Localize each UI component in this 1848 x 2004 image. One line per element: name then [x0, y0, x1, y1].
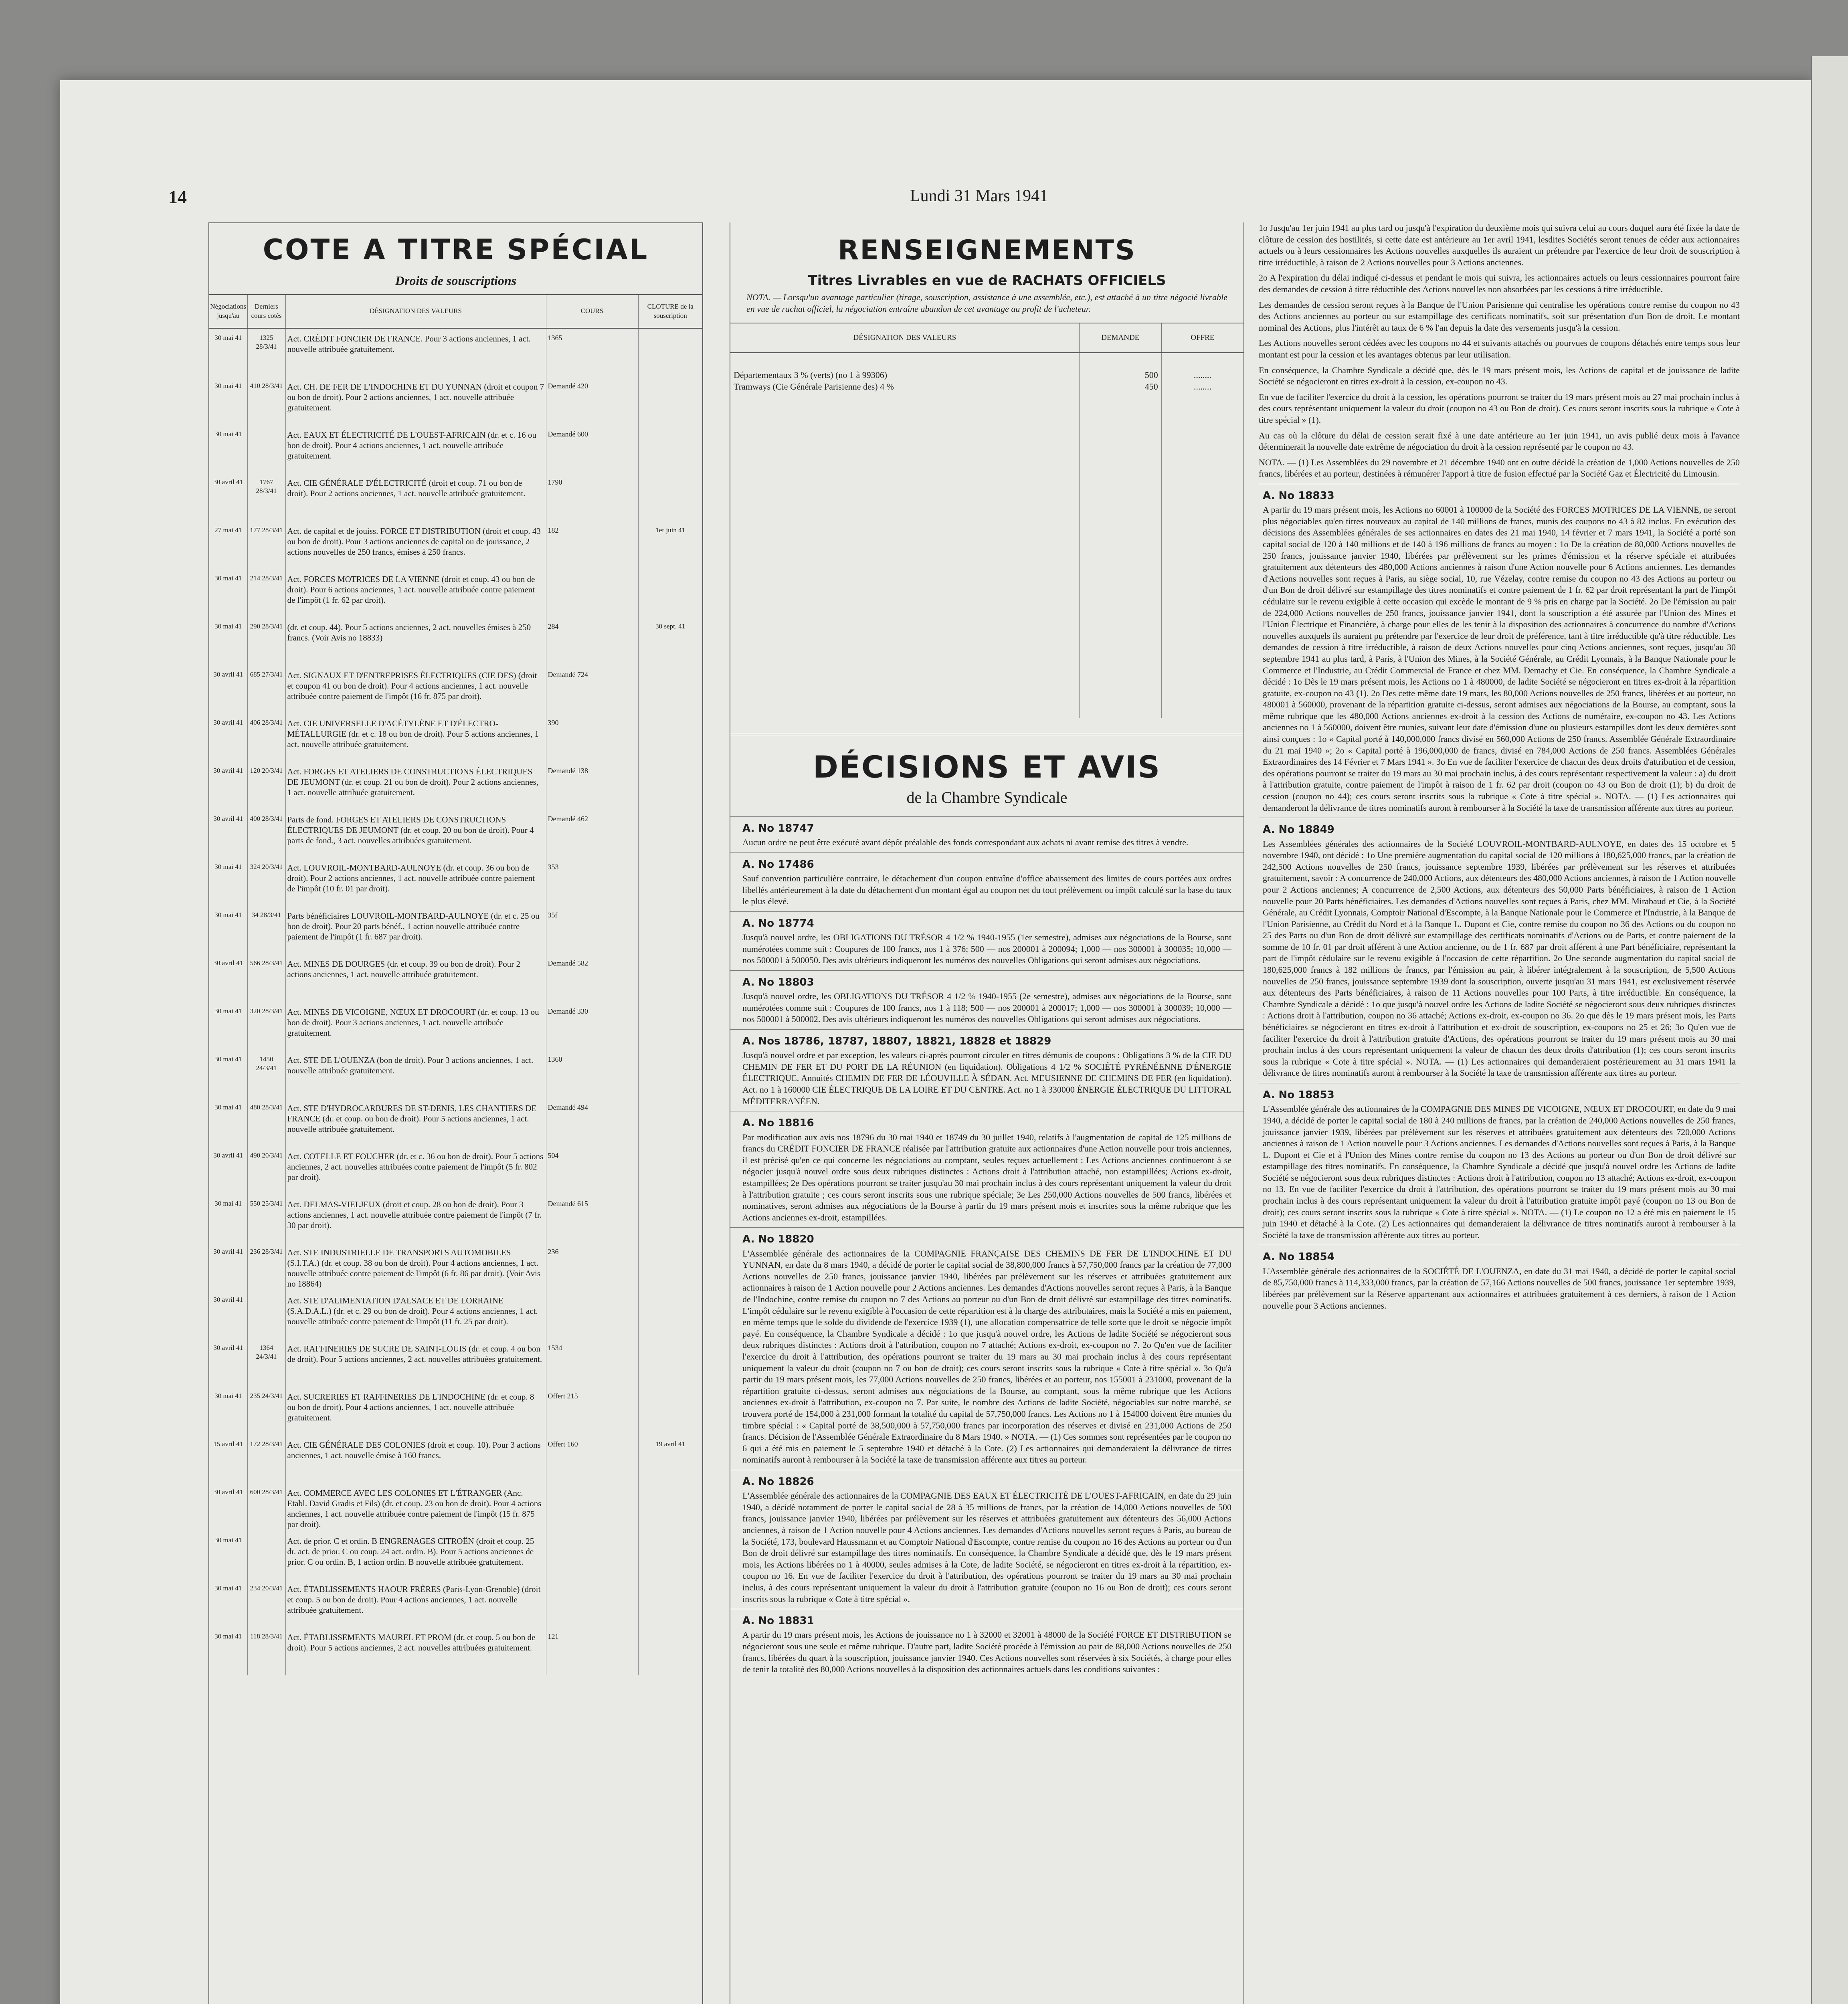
cell-negociation-date: 30 mai 41 — [214, 1103, 242, 1111]
cell-dernier-cours: 290 28/3/41 — [247, 617, 285, 665]
avis-number: A. No 18803 — [742, 976, 814, 988]
cell-cours: Demandé 462 — [546, 810, 638, 858]
rachat-offre: ........ — [1193, 370, 1211, 380]
cell-cours: Demandé 724 — [546, 665, 638, 713]
cell-cloture — [638, 713, 702, 762]
decisions-title: DÉCISIONS ET AVIS — [730, 734, 1243, 787]
cell-cloture — [638, 810, 702, 858]
cell-cloture — [638, 762, 702, 810]
header-designation: DÉSIGNATION DES VALEURS — [285, 295, 546, 328]
cell-negociation-date: 30 mai 41 — [214, 1536, 242, 1544]
renseignements-subtitle: Titres Livrables en vue de RACHATS OFFICIELS — [808, 272, 1166, 289]
cell-cours — [546, 569, 638, 617]
page-number: 14 — [168, 187, 187, 207]
cell-negociation-date: 30 mai 41 — [214, 911, 242, 919]
cote-section — [208, 222, 703, 2004]
cell-designation: Parts bénéficiaires LOUVROIL-MONTBARD-AULNOYE (dr. et c. 25 ou bon de droit). Pour 20 parts bénéf., 1 action nouvelle attribuée contre paiement de l'impôt (1 fr. 687 par droit). — [285, 906, 546, 954]
cell-designation: Act. MINES DE VICOIGNE, NŒUX ET DROCOURT (dr. et coup. 13 ou bon de droit). Pour 3 actions anciennes, 1 act. nouvelle attribuée gratuitement. — [285, 1002, 546, 1050]
cell-negociation-date: 30 mai 41 — [214, 622, 242, 630]
cote-row — [209, 1579, 702, 1627]
rachats-table — [730, 323, 1243, 718]
avis-number: A. No 17486 — [742, 858, 814, 871]
avis-text: L'Assemblée générale des actionnaires de la SOCIÉTÉ DE L'OUENZA, en date du 31 mai 1940, a décidé de porter le capital social de 85,750,000 francs à 114,333,000 francs, par la création de 57,166 Actions nouvelles de 500 francs, jouissance 1er septembre 1939, libérées par prélèvement sur la Réserve appartenant aux actionnaires et attribuées gratuitement à ces derniers, à raison de 1 Action nouvelle pour 3 Actions anciennes. — [1263, 1266, 1736, 1311]
cell-designation: Act. STE INDUSTRIELLE DE TRANSPORTS AUTOMOBILES (S.I.T.A.) (dr. et coup. 38 ou bon de droit). Pour 4 actions anciennes, 1 act. nouvelle attribuée contre paiement de l'impôt (6 fr. 86 par droit). (Voir Avis no 18864) — [285, 1242, 546, 1291]
cell-dernier-cours — [247, 425, 285, 473]
decisions-list — [730, 816, 1243, 1679]
cell-cours: 353 — [546, 858, 638, 906]
cell-dernier-cours: 480 28/3/41 — [247, 1098, 285, 1146]
avis-text: A partir du 19 mars présent mois, les Actions de jouissance no 1 à 32000 et 32001 à 48000 de la Société FORCE ET DISTRIBUTION se négocieront sous une seule et même rubrique. D'autre part, ladite Société procède à l'émission au pair de 88,000 Actions nouvelles de 250 francs, libérées du quart à la souscription, jouissance janvier 1940. Ces Actions nouvelles sont réservées à six Sociétés, à charge pour elles de tenir la totalité des 80,000 Actions nouvelles à la disposition des actionnaires actuels dans les conditions suivantes : — [742, 1630, 1231, 1675]
cote-row — [209, 954, 702, 1002]
cell-cloture — [638, 1098, 702, 1146]
cell-cloture — [638, 569, 702, 617]
avis-text: Jusqu'à nouvel ordre et par exception, les valeurs ci-après pourront circuler en titres démunis de coupons : Obligations 3 % de la CIE DU CHEMIN DE FER ET DU PORT DE LA RÉUNION (en liquidation). Obligations 4 1/2 % SOCIÉTÉ PYRÉNÉENNE D'ÉNERGIE ÉLECTRIQUE. Annuités CHEMIN DE FER DE LÉOUVILLE À SÉDAN. Act. MEUSIENNE DE CHEMINS DE FER (en liquidation). Act. no 1 à 160000 CIE ÉLECTRIQUE DE LA LOIRE ET DU CENTRE. Act. no 1 à 330000 ÉNERGIE ÉLECTRIQUE DU LITTORAL MÉDITERRANÉEN. — [742, 1050, 1231, 1106]
header-cours: COURS — [546, 295, 638, 328]
page-header — [168, 186, 1744, 210]
cell-dernier-cours: 177 28/3/41 — [247, 521, 285, 569]
continuation-paragraph: En conséquence, la Chambre Syndicale a décidé que, dès le 19 mars présent mois, les Actions de capital et de jouissance de ladite Société se négocieront en titres ex-droit à la cession, ex-coupon no 43. — [1259, 365, 1740, 387]
avis-number: A. No 18747 — [742, 822, 814, 834]
cell-cloture — [638, 665, 702, 713]
cell-designation: Act. SIGNAUX ET D'ENTREPRISES ÉLECTRIQUES (CIE DES) (droit et coupon 41 ou bon de droit). Pour 4 actions anciennes, 1 act. nouvelle attribuée contre paiement de l'impôt (16 fr. 875 par droit). — [285, 665, 546, 713]
cell-designation: Act. RAFFINERIES DE SUCRE DE SAINT-LOUIS (dr. et coup. 4 ou bon de droit). Pour 5 actions anciennes, 2 act. nouvelles attribuées gratuitement. — [285, 1339, 546, 1387]
cell-cloture — [638, 1627, 702, 1675]
cell-designation: Act. COMMERCE AVEC LES COLONIES ET L'ÉTRANGER (Anc. Etabl. David Gradis et Fils) (dr. et coup. 23 ou bon de droit). Pour 4 actions anciennes, 1 act. nouvelle attribuée contre paiement de l'impôt (15 fr. 875 par droit). — [285, 1483, 546, 1531]
cote-header-row — [209, 295, 702, 328]
cell-cours: 236 — [546, 1242, 638, 1291]
avis-number: A. No 18774 — [742, 917, 814, 929]
decisions-subtitle: de la Chambre Syndicale — [906, 788, 1068, 806]
cell-cours — [546, 1531, 638, 1579]
cote-row — [209, 1387, 702, 1435]
avis-text: Par modification aux avis nos 18796 du 30 mai 1940 et 18749 du 30 juillet 1940, relatifs à l'augmentation de capital de 125 millions de francs du CRÉDIT FONCIER DE FRANCE réalisée par l'attribution gratuite aux actionnaires d'une Action nouvelle pour trois anciennes, il est précisé qu'en ce qui concerne les négociations au comptant, seules reçues actuellement : Les Actions anciennes continueront à se négocier jusqu'à nouvel ordre sous deux rubriques distinctes : Actions droit à l'attribution attaché, non estampillées; Actions ex-droit, estampillées; 2e Des opérations pourront se traiter jusqu'au 30 mai prochain inclus à des cours représentant uniquement la valeur du droit à l'attribution gratuite ; ces cours seront inscrits sous une rubrique spéciale; 3e Les 250,000 Actions nouvelles de 500 francs, libérées et nominatives, seront admises aux négociations de la Bourse à partir du 19 mars présent mois et inscrites sous la même rubrique que les Actions anciennes ex-droit, estampillées. — [742, 1132, 1231, 1222]
cell-negociation-date: 30 avril 41 — [213, 1247, 243, 1255]
header-cloture: CLOTURE de la souscription — [638, 295, 702, 328]
cell-cours: 1365 — [546, 328, 638, 377]
cell-dernier-cours: 600 28/3/41 — [247, 1483, 285, 1531]
rachat-demande: 450 — [1144, 381, 1158, 392]
continuation-paragraph: Au cas où la clôture du délai de cession serait fixé à une date antérieure au 1er juin 1941, un avis publié deux mois à l'avance déterminerait la nouvelle date extrême de négociation du droit à la cession représenté par le coupon no 43. — [1259, 430, 1740, 452]
cell-cloture: 19 avril 41 — [638, 1435, 702, 1483]
cell-negociation-date: 30 avril 41 — [213, 766, 243, 774]
cell-cours: Demandé 600 — [546, 425, 638, 473]
cell-designation: Act. EAUX ET ÉLECTRICITÉ DE L'OUEST-AFRICAIN (dr. et c. 16 ou bon de droit). Pour 4 actions anciennes, 1 act. nouvelle attribuée gratuitement. — [285, 425, 546, 473]
cote-row — [209, 1483, 702, 1531]
cote-subtitle: Droits de souscriptions — [395, 273, 517, 288]
cell-designation: Act. FORCES MOTRICES DE LA VIENNE (droit et coup. 43 ou bon de droit). Pour 6 actions anciennes, 1 act. nouvelle attribuée contre paiement de l'impôt (1 fr. 62 par droit). — [285, 569, 546, 617]
cell-cours: Demandé 138 — [546, 762, 638, 810]
cell-designation: Act. STE D'HYDROCARBURES DE ST-DENIS, LES CHANTIERS DE FRANCE (dr. et coup. ou bon de droit). Pour 5 actions anciennes, 1 act. nouvelle attribuée gratuitement. — [285, 1098, 546, 1146]
avis-text: Sauf convention particulière contraire, le détachement d'un coupon entraîne d'office abaissement des limites de cours portées aux ordres libellés antérieurement à la date du détachement d'un montant égal au coupon net du tout prélèvement ou impôt calculé sur la base du taux le plus élevé. — [742, 873, 1231, 907]
cote-row — [209, 569, 702, 617]
cell-cloture — [638, 858, 702, 906]
cell-dernier-cours: 410 28/3/41 — [247, 377, 285, 425]
cell-designation: Act. DELMAS-VIELJEUX (droit et coup. 28 ou bon de droit). Pour 3 actions anciennes, 1 act. nouvelle attribuée contre paiement de l'impôt (7 fr. 30 par droit). — [285, 1194, 546, 1242]
cell-cours: 284 — [546, 617, 638, 665]
continuation-paragraphs — [1259, 222, 1740, 480]
rachat-value-name: Tramways (Cie Générale Parisienne des) 4 % — [734, 381, 894, 392]
cell-dernier-cours: 550 25/3/41 — [247, 1194, 285, 1242]
avis-number: A. No 18820 — [742, 1233, 814, 1246]
cell-dernier-cours: 1364 24/3/41 — [247, 1339, 285, 1387]
avis-text: Aucun ordre ne peut être exécuté avant dépôt préalable des fonds correspondant aux achats ni avant remise des titres à vendre. — [742, 837, 1189, 848]
cell-negociation-date: 30 avril 41 — [213, 959, 243, 967]
cote-row — [209, 377, 702, 425]
cell-dernier-cours: 490 20/3/41 — [247, 1146, 285, 1194]
cell-designation: Act. CIE GÉNÉRALE D'ÉLECTRICITÉ (droit et coup. 71 ou bon de droit). Pour 2 actions anciennes, 1 act. nouvelle attribuée gratuitement. — [285, 473, 546, 521]
cell-negociation-date: 30 mai 41 — [214, 1199, 242, 1207]
cote-row — [209, 1050, 702, 1098]
cote-row — [209, 1194, 702, 1242]
continuation-avis-list — [1259, 484, 1740, 1315]
avis-block — [1259, 1245, 1740, 1315]
avis-number: A. No 18854 — [1263, 1251, 1334, 1263]
cell-dernier-cours: 234 20/3/41 — [247, 1579, 285, 1627]
avis-block — [730, 816, 1243, 853]
header-negociations: Négociations jusqu'au — [209, 295, 247, 328]
cell-designation: Act. ÉTABLISSEMENTS HAOUR FRÈRES (Paris-Lyon-Grenoble) (droit et coup. 5 ou bon de droit). Pour 4 actions anciennes, 1 act. nouvelle attribuée gratuitement. — [285, 1579, 546, 1627]
cell-cours: 390 — [546, 713, 638, 762]
cell-cloture — [638, 954, 702, 1002]
cote-row — [209, 1098, 702, 1146]
cell-cours: 1534 — [546, 1339, 638, 1387]
cell-designation: Act. CIE UNIVERSELLE D'ACÉTYLÈNE ET D'ÉLECTRO-MÉTALLURGIE (dr. et c. 18 ou bon de droit). Pour 5 actions anciennes, 1 act. nouvelle attribuée gratuitement. — [285, 713, 546, 762]
cote-row — [209, 1627, 702, 1675]
rachat-value-name: Départementaux 3 % (verts) (no 1 à 99306) — [734, 370, 888, 380]
cell-designation: Act. CIE GÉNÉRALE DES COLONIES (droit et coup. 10). Pour 3 actions anciennes, 1 act. nouvelle émise à 160 francs. — [285, 1435, 546, 1483]
cell-cloture — [638, 1146, 702, 1194]
cell-cours: 182 — [546, 521, 638, 569]
cote-row — [209, 858, 702, 906]
cell-cours — [546, 1291, 638, 1339]
avis-block — [730, 1609, 1243, 1679]
cell-cloture — [638, 1579, 702, 1627]
cote-row — [209, 617, 702, 665]
cell-negociation-date: 30 mai 41 — [214, 1584, 242, 1592]
avis-number: A. Nos 18786, 18787, 18807, 18821, 18828 et 18829 — [742, 1035, 1051, 1047]
cell-cours: 121 — [546, 1627, 638, 1675]
cell-cours: Demandé 330 — [546, 1002, 638, 1050]
cell-designation: Parts de fond. FORGES ET ATELIERS DE CONSTRUCTIONS ÉLECTRIQUES DE JEUMONT (dr. et coup. 20 ou bon de droit). Pour 4 parts de fond., 3 act. nouvelles attribuées gratuitement. — [285, 810, 546, 858]
cell-cours: 35f — [546, 906, 638, 954]
cell-dernier-cours: 118 28/3/41 — [247, 1627, 285, 1675]
continuation-paragraph: 2o A l'expiration du délai indiqué ci-dessus et pendant le mois qui suivra, les actionnaires actuels ou leurs cessionnaires pourront faire des demandes de cession à titre réductible des Actions nouvelles non absorbées par les cessions à titre irréductible. — [1259, 273, 1740, 294]
cell-negociation-date: 30 mai 41 — [214, 1392, 242, 1400]
continuation-paragraph: En vue de faciliter l'exercice du droit à la cession, les opérations pourront se traiter du 19 mars présent mois au 27 mai prochain inclus à des cours représentant uniquement la valeur du droit (coupon no 43 ou Bon de droit). Ces cours seront inscrits sous la rubrique « Cote à titre spécial » (1). — [1259, 392, 1740, 425]
avis-number: A. No 18816 — [742, 1117, 814, 1129]
header-designation-valeurs: DÉSIGNATION DES VALEURS — [730, 323, 1079, 353]
cell-negociation-date: 30 mai 41 — [214, 1007, 242, 1015]
cell-cloture — [638, 1194, 702, 1242]
next-page-edge — [1811, 56, 1848, 2004]
cell-cloture — [638, 906, 702, 954]
renseignements-section — [730, 222, 1244, 2004]
avis-block — [730, 1227, 1243, 1470]
cell-negociation-date: 30 mai 41 — [214, 430, 242, 438]
cell-designation: (dr. et coup. 44). Pour 5 actions anciennes, 2 act. nouvelles émises à 250 francs. (Voir Avis no 18833) — [285, 617, 546, 665]
cote-row — [209, 762, 702, 810]
cell-cloture — [638, 1483, 702, 1531]
renseignements-title: RENSEIGNEMENTS — [837, 234, 1136, 266]
avis-number: A. No 18853 — [1263, 1089, 1334, 1101]
cote-title: COTE A TITRE SPÉCIAL — [263, 233, 649, 266]
cell-negociation-date: 30 mai 41 — [214, 382, 242, 390]
cote-row — [209, 1002, 702, 1050]
header-offre: OFFRE — [1161, 323, 1243, 353]
cell-dernier-cours: 1767 28/3/41 — [247, 473, 285, 521]
cell-designation: Act. de capital et de jouiss. FORCE ET DISTRIBUTION (droit et coup. 43 ou bon de droit). Pour 3 actions anciennes de capital ou de jouissance, 2 actions nouvelles de 250 francs, émises à 250 francs. — [285, 521, 546, 569]
rachats-header-row — [730, 323, 1243, 353]
cell-designation: Act. SUCRERIES ET RAFFINERIES DE L'INDOCHINE (dr. et coup. 8 ou bon de droit). Pour 4 actions anciennes, 1 act. nouvelle attribuée gratuitement. — [285, 1387, 546, 1435]
cote-row — [209, 1531, 702, 1579]
avis-block — [730, 911, 1243, 970]
cell-cloture — [638, 328, 702, 377]
cote-row — [209, 713, 702, 762]
avis-number: A. No 18826 — [742, 1475, 814, 1488]
cell-negociation-date: 30 avril 41 — [213, 814, 243, 822]
cell-negociation-date: 30 avril 41 — [213, 1488, 243, 1496]
cell-cours: Offert 160 — [546, 1435, 638, 1483]
cell-dernier-cours — [247, 1531, 285, 1579]
cell-cours: Offert 215 — [546, 1387, 638, 1435]
cell-dernier-cours: 120 20/3/41 — [247, 762, 285, 810]
continuation-column — [1259, 222, 1740, 2004]
cell-cloture — [638, 1387, 702, 1435]
cell-designation: Act. de prior. C et ordin. B ENGRENAGES CITROËN (droit et coup. 25 dr. act. de prior. C ou coup. 24 act. ordin. B). Pour 5 actions anciennes de prior. C ou ordin. B, 1 action ordin. B nouvelle attribuée gratuitement. — [285, 1531, 546, 1579]
cote-row — [209, 425, 702, 473]
cell-cours: Demandé 582 — [546, 954, 638, 1002]
cell-cloture — [638, 1002, 702, 1050]
cell-designation: Act. LOUVROIL-MONTBARD-AULNOYE (dr. et coup. 36 ou bon de droit). Pour 2 actions anciennes, 1 act. nouvelle attribuée contre paiement de l'impôt (10 fr. 01 par droit). — [285, 858, 546, 906]
cell-negociation-date: 30 avril 41 — [213, 718, 243, 726]
cell-dernier-cours: 685 27/3/41 — [247, 665, 285, 713]
cell-negociation-date: 30 mai 41 — [214, 863, 242, 871]
cell-cloture — [638, 1050, 702, 1098]
cell-cloture — [638, 1531, 702, 1579]
avis-text: L'Assemblée générale des actionnaires de la COMPAGNIE DES MINES DE VICOIGNE, NŒUX ET DROCOURT, en date du 9 mai 1940, a décidé de porter le capital social de 180 à 240 millions de francs, par la création de 240,000 Actions nouvelles de 250 francs, jouissance janvier 1939, libérées par prélèvement sur les réserves et attribuées gratuitement aux détenteurs des 720,000 Actions anciennes à raison de 1 Action nouvelle pour 3 Actions anciennes. Les demandes d'Actions nouvelles sont reçues à Paris, à la Banque L. Dupont et Cie et à l'Union des Mines contre remise du coupon no 13 des Actions au porteur ou d'un Bon de droit délivré sur estampillage des titres nominatifs. En conséquence, la Chambre Syndicale a décidé que jusqu'à nouvel ordre les Actions de ladite Société se négocieront sous deux rubriques distinctes : Actions droit à l'attribution, coupon no 13 attaché; Actions ex-droit, ex-coupon no 13. En vue de faciliter l'exercice du droit à l'attribution, des opérations pourront se traiter du 19 mars présent mois au 30 mai prochain inclus à des cours représentant uniquement la valeur du droit à l'attribution gratuite impôt payé (coupon no 13 ou Bon de droit); ces cours seront inscrits sous la rubrique « Cote à titre spécial ». NOTA. — (1) Le coupon no 12 a été mis en paiement le 15 juin 1940 et détaché à la Cote. (2) Les actionnaires qui demanderaient la délivrance de titres nominatifs auront à rembourser à la Société la taxe de transmission afférente aux titres au porteur. — [1263, 1104, 1736, 1240]
cell-negociation-date: 27 mai 41 — [214, 526, 242, 534]
cell-cours: Demandé 494 — [546, 1098, 638, 1146]
cell-dernier-cours: 400 28/3/41 — [247, 810, 285, 858]
cell-cloture — [638, 425, 702, 473]
cell-designation: Act. STE DE L'OUENZA (bon de droit). Pour 3 actions anciennes, 1 act. nouvelle attribuée gratuitement. — [285, 1050, 546, 1098]
continuation-paragraph: 1o Jusqu'au 1er juin 1941 au plus tard ou jusqu'à l'expiration du deuxième mois qui suivra celui au cours duquel aura été fixée la date de clôture de cession des hostilités, si cette date est antérieure au 1er avril 1941, lesdites Sociétés seront tenues de céder aux actionnaires actuels ou à leurs cessionnaires les Actions nouvelles auxquelles ils auraient un prétendre par l'exercice de leur droit de souscription à titre irréductible, à raison de 2 Actions nouvelles pour 3 Actions anciennes. — [1259, 223, 1740, 267]
cell-negociation-date: 30 avril 41 — [213, 670, 243, 678]
cell-dernier-cours: 236 28/3/41 — [247, 1242, 285, 1291]
cote-row — [209, 521, 702, 569]
cell-designation: Act. STE D'ALIMENTATION D'ALSACE ET DE LORRAINE (S.A.D.A.L.) (dr. et c. 29 ou bon de droit). Pour 4 actions anciennes, 1 act. nouvelle attribuée contre paiement de l'impôt (11 fr. 25 par droit). — [285, 1291, 546, 1339]
cell-cloture: 30 sept. 41 — [638, 617, 702, 665]
cell-negociation-date: 30 mai 41 — [214, 1632, 242, 1640]
cell-cloture: 1er juin 41 — [638, 521, 702, 569]
cell-cloture — [638, 1291, 702, 1339]
cell-cours: 1360 — [546, 1050, 638, 1098]
cell-cours: Demandé 615 — [546, 1194, 638, 1242]
avis-number: A. No 18833 — [1263, 489, 1334, 502]
cell-cloture — [638, 377, 702, 425]
cell-cloture — [638, 1339, 702, 1387]
cell-designation: Act. CRÉDIT FONCIER DE FRANCE. Pour 3 actions anciennes, 1 act. nouvelle attribuée gratuitement. — [285, 328, 546, 377]
cell-dernier-cours: 406 28/3/41 — [247, 713, 285, 762]
continuation-paragraph: Les Actions nouvelles seront cédées avec les coupons no 44 et suivants attachés ou pourvues de coupons détachés entre temps sous leur montant est pour la cession et les avantages obtenus par leur utilisation. — [1259, 338, 1740, 360]
avis-number: A. No 18831 — [742, 1615, 814, 1627]
cell-dernier-cours: 214 28/3/41 — [247, 569, 285, 617]
cote-row — [209, 1146, 702, 1194]
cell-negociation-date: 30 avril 41 — [213, 1295, 243, 1303]
cell-dernier-cours: 34 28/3/41 — [247, 906, 285, 954]
cell-dernier-cours: 172 28/3/41 — [247, 1435, 285, 1483]
cell-dernier-cours: 566 28/3/41 — [247, 954, 285, 1002]
cote-row — [209, 1339, 702, 1387]
rachat-demande: 500 — [1144, 370, 1158, 380]
header-derniers-cours: Derniers cours cotés — [247, 295, 285, 328]
header-demande: DEMANDE — [1079, 323, 1161, 353]
cote-row — [209, 1242, 702, 1291]
cell-dernier-cours — [247, 1291, 285, 1339]
cote-row — [209, 665, 702, 713]
avis-block — [730, 970, 1243, 1029]
cell-cloture — [638, 1242, 702, 1291]
cell-negociation-date: 15 avril 41 — [213, 1440, 243, 1448]
cell-cours: 504 — [546, 1146, 638, 1194]
cell-negociation-date: 30 avril 41 — [213, 1151, 243, 1159]
cell-designation: Act. COTELLE ET FOUCHER (dr. et c. 36 ou bon de droit). Pour 5 actions anciennes, 2 act. nouvelles attribuées contre paiement de l'impôt (5 fr. 802 par droit). — [285, 1146, 546, 1194]
cote-row — [209, 906, 702, 954]
avis-block — [730, 1470, 1243, 1609]
cell-designation: Act. CH. DE FER DE L'INDOCHINE ET DU YUNNAN (droit et coupon 7 ou bon de droit). Pour 2 actions anciennes, 1 act. nouvelle attribuée gratuitement. — [285, 377, 546, 425]
cote-row — [209, 1435, 702, 1483]
cote-table-body — [209, 328, 702, 1675]
avis-text: L'Assemblée générale des actionnaires de la COMPAGNIE DES EAUX ET ÉLECTRICITÉ DE L'OUEST-AFRICAIN, en date du 29 juin 1940, a décidé notamment de porter le capital social de 28 à 35 millions de francs, par la création de 14,000 Actions nouvelles de 500 francs, jouissance janvier 1940, libérées par prélèvement sur les réserves et attribuées gratuitement aux détenteurs des 56,000 Actions anciennes, à raison de 1 Action nouvelle pour 4 Actions anciennes. Les demandes d'Actions nouvelles seront reçues à Paris, au bureau de la Société, 173, boulevard Haussmann et au Comptoir National d'Escompte, contre remise du coupon no 16 des Actions au porteur ou d'un Bon de droit délivré sur estampillage des titres nominatifs. En conséquence, la Chambre Syndicale a décidé que, dès le 19 mars présent mois, les Actions libérées no 1 à 40000, seules admises à la Cote, de ladite Société, se négocieront en titres ex-droit à la répartition, ex-coupon no 16. En vue de faciliter l'exercice du droit à l'attribution, des opérations pourront se traiter du 19 mars au 30 mai prochain inclus, à des cours représentant uniquement la valeur du droit à l'attribution gratuite (coupon no 16 ou Bon de droit); ces cours seront inscrits sous la rubrique « Cote à titre spécial ». — [742, 1491, 1231, 1604]
cell-cours — [546, 1483, 638, 1531]
cell-negociation-date: 30 mai 41 — [214, 574, 242, 582]
avis-number: A. No 18849 — [1263, 824, 1334, 836]
cell-dernier-cours: 235 24/3/41 — [247, 1387, 285, 1435]
cell-cours: Demandé 420 — [546, 377, 638, 425]
avis-block — [1259, 1083, 1740, 1245]
avis-text: A partir du 19 mars présent mois, les Actions no 60001 à 100000 de la Société des FORCES MOTRICES DE LA VIENNE, ne seront plus négociables qu'en titres nouveaux au capital de 140 millions de francs, munis des coupons no 43 à 82 inclus. En exécution des décisions des Assemblées générales de ses actionnaires en dates des 21 mai 1940, 14 février et 7 mars 1941, la Société a porté son capital social de 120 à 140 millions et de 140 à 196 millions de francs au moyen : 1o De la création de 80,000 Actions nouvelles de 250 francs, jouissance janvier 1940, libérées par prélèvement sur les primes d'émission et la réserve spéciale et attribuées gratuitement aux détenteurs des 480,000 Actions anciennes à raison d'une Action nouvelle pour 6 Actions anciennes. Les demandes d'Actions nouvelles sont reçues à Paris, au siège social, 10, rue Vézelay, contre remise du coupon no 43 des Actions au porteur ou d'un Bon de droit délivré sur estampillage des titres nominatifs et contre paiement de 1 fr. 62 par droit représentant la part de l'impôt cédulaire sur le revenu exigible à cette occasion qui excède le montant de 9 % pris en charge par la Société. 2o De l'émission au pair de 224,000 Actions nouvelles de 250 francs, jouissance janvier 1941, dont la souscription a été assurée par l'Union des Mines et l'Union Électrique et Financière, à charge pour elles de les tenir à la disposition des actionnaires à concurrence du nombre d'Actions nouvelles auxquels ils auraient pu prétendre par l'exercice de leur droit de préférence, tant à titre irréductible qu'à titre réductible. Les demandes de cession à titre irréductible, à raison de deux Actions nouvelles pour cinq Actions anciennes, sont reçues, jusqu'au 30 septembre 1941 au plus tard, à Paris, à l'Union des Mines, à la Société Générale, au Crédit Lyonnais, à la Banque Nationale pour le Commerce et l'Industrie, au Crédit Commercial de France et chez MM. Demachy et Cie. En conséquence, la Chambre Syndicale a décidé : 1o Dès le 19 mars présent mois, les Actions no 1 à 480000, de ladite Société se négocieront en titres ex-droit à la répartition gratuite, ex-coupon no 43 (1). 2o Des cette même date 19 mars, les 80,000 Actions nouvelles de 250 francs, libérées et au porteur, no 480001 à 560000, provenant de la répartition gratuite ci-dessus, seront admises aux négociations de la Bourse, au comptant, sous la même rubrique que les 480,000 Actions anciennes ex-droit à la cession des Actions de numéraire, ex-coupon no 43. Les Actions anciennes no 1 à 560000, doivent être munies, suivant leur date d'émission d'une ou plusieurs estampilles dont les deux dernières sont ainsi conçues : 1o « Capital porté à 140,000,000 francs divisé en 560,000 Actions de 250 francs. Assemblée Générale Extraordinaire du 21 mai 1940 »; 2o « Capital porté à 196,000,000 de francs, divisé en 784,000 Actions de 250 francs. Assemblées Générales Extraordinaires des 14 Février et 7 Mars 1941 ». 3o En vue de faciliter l'exercice de chacun des deux droits d'attribution et de cession, des opérations pourront se traiter du 19 mars au 30 mai prochain inclus, à des cours représentant respectivement la valeur : a) du droit à l'attribution gratuite, contre paiement de l'impôt à raison de 1 fr. 62 par droit (coupon no 43 ou Bon de droit (1); b) du droit de cession (coupon no 44); ces cours seront inscrits sous la rubrique « Cote à titre spécial ». NOTA. — (1) Les actionnaires qui demanderont la délivrance de titres nominatifs auront à rembourser à la Société la taxe de transmission afférente aux titres au porteur. — [1263, 505, 1736, 813]
cote-table — [209, 294, 702, 1675]
avis-block — [730, 853, 1243, 911]
cell-designation: Act. FORGES ET ATELIERS DE CONSTRUCTIONS ÉLECTRIQUES DE JEUMONT (dr. et coup. 21 ou bon de droit). Pour 2 actions anciennes, 1 act. nouvelle attribuée gratuitement. — [285, 762, 546, 810]
cote-row — [209, 1291, 702, 1339]
avis-block — [1259, 484, 1740, 818]
continuation-paragraph: Les demandes de cession seront reçues à la Banque de l'Union Parisienne qui centralise les opérations contre remise du coupon no 43 des Actions anciennes au porteur ou sur estampillage des certificats nominatifs, soit sur présentation d'un Bon de droit. Le montant nominal des Actions, plus l'intérêt au taux de 6 % l'an depuis la date des versements jusqu'à la cession. — [1259, 299, 1740, 333]
avis-block — [730, 1029, 1243, 1111]
avis-block — [1259, 818, 1740, 1083]
rachat-offre: ........ — [1193, 381, 1211, 392]
rachats-row — [730, 353, 1243, 718]
avis-text: Les Assemblées générales des actionnaires de la Société LOUVROIL-MONTBARD-AULNOYE, en dates des 15 octobre et 5 novembre 1940, ont décidé : 1o Une première augmentation du capital social de 120 millions à 180,625,000 francs, par la création de 242,500 Actions nouvelles de 250 francs, jouissance septembre 1939, libérées par prélèvement sur les réserves et attribuées gratuitement, savoir : A concurrence de 240,000 Actions, aux détenteurs des 480,000 Actions anciennes, à raison de 1 Action nouvelle pour 2 Actions anciennes; A concurrence de 2,500 Actions, aux détenteurs des 50,000 Parts bénéficiaires, à raison de 1 Action nouvelle pour 20 Parts bénéficiaires. Les demandes d'Actions nouvelles sont reçues à Paris, chez MM. Mirabaud et Cie, à la Société Générale, au Crédit Lyonnais, Comptoir National d'Escompte, à la Banque Nationale pour le Commerce et l'Industrie, à la Banque de l'Union Parisienne, au Crédit du Nord et à la Banque L. Dupont et Cie, contre remise du coupon no 36 des Actions ou du coupon no 25 des Parts ou d'un Bon de droit délivré sur estampillage des certificats nominatifs d'Actions ou de Parts, et contre paiement de la somme de 10 fr. 01 par droit afférent à une Action ancienne, ou de 1 fr. 687 par droit afférent à une Part bénéficiaire, représentant la part de l'impôt cédulaire sur le revenu exigible à l'occasion de cette répartition. 2o Une seconde augmentation du capital social de 180,625,000 francs à 182 millions de francs, par l'émission au pair, à libérer intégralement à la souscription, de 5,500 Actions nouvelles de 250 francs, jouissance septembre 1939 dont la souscription, ouverte jusqu'au 31 mars 1941, est exclusivement réservée aux détenteurs des Parts bénéficiaires, à raison de 11 Actions nouvelles pour 100 Parts, à titre irréductible. En conséquence, la Chambre Syndicale a décidé : 1o que jusqu'à nouvel ordre les Actions de ladite Société se négocieront sous deux rubriques distinctes : Actions droit à l'attribution, coupon no 36 attaché; Actions ex-droit, ex-coupon no 36. 2o que dès le 19 mars présent mois, les Parts bénéficiaires se négocieront en titres ex-droit à l'attribution et ex-droit de souscription, ex-coupons no 25 et 26; 3o Qu'en vue de faciliter l'exercice du droit à l'attribution gratuite d'Actions, des opérations pourront se traiter du 19 mars présent mois au 30 mai prochain inclus à des cours représentant uniquement la valeur de chacun des deux droits d'attribution (1); ces cours seront inscrits sous la rubrique « Cote à titre spécial ». NOTA. — (1) Les actionnaires qui demanderaient postérieurement au 31 mars 1941 la délivrance de titres nominatifs auront à rembourser à la Société la taxe de transmission afférente aux titres au porteur. — [1263, 838, 1736, 1078]
cote-row — [209, 810, 702, 858]
cell-cours: 1790 — [546, 473, 638, 521]
cell-cours — [546, 1579, 638, 1627]
cell-designation: Act. ÉTABLISSEMENTS MAUREL ET PROM (dr. et coup. 5 ou bon de droit). Pour 5 actions anciennes, 2 act. nouvelles attribuées gratuitement. — [285, 1627, 546, 1675]
cell-cloture — [638, 473, 702, 521]
cell-negociation-date: 30 avril 41 — [213, 478, 243, 486]
continuation-paragraph: NOTA. — (1) Les Assemblées du 29 novembre et 21 décembre 1940 ont en outre décidé la création de 1,000 Actions nouvelles de 250 francs, libérées et au porteur, destinées à rémunérer l'apport à titre de fusion effectué par la Société Gaz et Électricité du Limousin. — [1259, 457, 1740, 479]
avis-text: Jusqu'à nouvel ordre, les OBLIGATIONS DU TRÉSOR 4 1/2 % 1940-1955 (1er semestre), admises aux négociations de la Bourse, sont numérotées comme suit : Coupures de 100 francs, nos 1 à 376; 500 — nos 200001 à 200094; 1,000 — nos 300001 à 300035; 10,000 — nos 500001 à 500050. Des avis ultérieurs indiqueront les numéros des nouvelles Obligations qui seront admises aux négociations. — [742, 932, 1231, 966]
cote-row — [209, 328, 702, 377]
cell-negociation-date: 30 mai 41 — [214, 1055, 242, 1063]
avis-text: L'Assemblée générale des actionnaires de la COMPAGNIE FRANÇAISE DES CHEMINS DE FER DE L'INDOCHINE ET DU YUNNAN, en date du 8 mars 1940, a décidé de porter le capital social de 38,800,000 francs à 57,750,000 francs par la création de 77,000 Actions nouvelles de 250 francs, jouissance janvier 1940, libérées par prélèvement sur les réserves et attribuées gratuitement aux actionnaires à raison de 1 Action nouvelle pour 2 Actions anciennes. Les demandes d'Actions nouvelles seront reçues à Paris, à la Banque de l'Indochine, contre remise du coupon no 7 des Actions au porteur ou d'un Bon de droit délivré sur estampillage des titres nominatifs. L'impôt cédulaire sur le revenu exigible à l'occasion de cette répartition est à la charge des attributaires, mais la Société a mis en paiement, en même temps que le solde du dividende de l'exercice 1939 (1), une allocation compensatrice de telle sorte que le droit se négocie impôt payé. En conséquence, la Chambre Syndicale a décidé : 1o que jusqu'à nouvel ordre, les Actions de ladite Société se négocieront sous deux rubriques distinctes : Actions droit à l'attribution, coupon no 7 attaché; Actions ex-droit, ex-coupon no 7. 2o Qu'en vue de faciliter l'exercice du droit à l'attribution, des opérations pourront se traiter du 19 mars au 30 mai prochain inclus à des cours représentant uniquement la valeur du droit (coupon no 7 ou bon de droit); ces cours seront inscrits sous la rubrique « Cote à titre spécial ». 3o Qu'à partir du 19 mars présent mois, les 77,000 Actions nouvelles de 250 francs, libérées et au porteur, nos 155001 à 231000, provenant de la répartition gratuite ci-dessus, seront admises aux négociations de la Bourse, au comptant, sous la même rubrique que les Actions anciennes ex-droit à l'attribution, ex-coupon no 7. Par suite, le nombre des Actions de ladite Société, négociables sur notre marché, se trouvera porté de 154,000 à 231,000 formant la totalité du capital de 57,750,000 francs. Les Actions no 1 à 154000 doivent être munies du timbre spécial : « Capital porté de 38,500,000 à 57,750,000 francs par incorporation des réserves et divisé en 231,000 Actions de 250 francs. Décision de l'Assemblée Générale Extraordinaire du 8 Mars 1940. » NOTA. — (1) Ces sommes sont représentées par le coupon no 6 qui a été mis en paiement le 5 septembre 1940 et détaché à la Cote. (2) Les actionnaires qui demanderaient la délivrance de titres nominatifs auront à rembourser à la Société la taxe de transmission afférente aux titres au porteur. — [742, 1248, 1231, 1465]
cell-negociation-date: 30 mai 41 — [214, 333, 242, 341]
cote-row — [209, 473, 702, 521]
cell-dernier-cours: 1325 28/3/41 — [247, 328, 285, 377]
cell-negociation-date: 30 avril 41 — [213, 1343, 243, 1351]
avis-text: Jusqu'à nouvel ordre, les OBLIGATIONS DU TRÉSOR 4 1/2 % 1940-1955 (2e semestre), admises aux négociations de la Bourse, sont numérotées comme suit : Coupures de 100 francs, nos 1 à 118; 500 — nos 200001 à 200017; 1,000 — nos 300001 à 300039; 10,000 — nos 500001 à 500002. Des avis ultérieurs indiqueront les numéros des nouvelles Obligations qui seront admises aux négociations. — [742, 991, 1231, 1024]
renseignements-nota: NOTA. — Lorsqu'un avantage particulier (tirage, souscription, assistance à une assemblée, etc.), est attaché à un titre négocié livrable en vue de rachat officiel, la négociation entraîne abandon de cet avantage au profit de l'acheteur. — [746, 292, 1227, 314]
page-date: Lundi 31 Mars 1941 — [910, 187, 1048, 205]
cell-dernier-cours: 1450 24/3/41 — [247, 1050, 285, 1098]
avis-block — [730, 1111, 1243, 1227]
cell-designation: Act. MINES DE DOURGES (dr. et coup. 39 ou bon de droit). Pour 2 actions anciennes, 1 act. nouvelle attribuée gratuitement. — [285, 954, 546, 1002]
cell-dernier-cours: 320 28/3/41 — [247, 1002, 285, 1050]
cell-dernier-cours: 324 20/3/41 — [247, 858, 285, 906]
